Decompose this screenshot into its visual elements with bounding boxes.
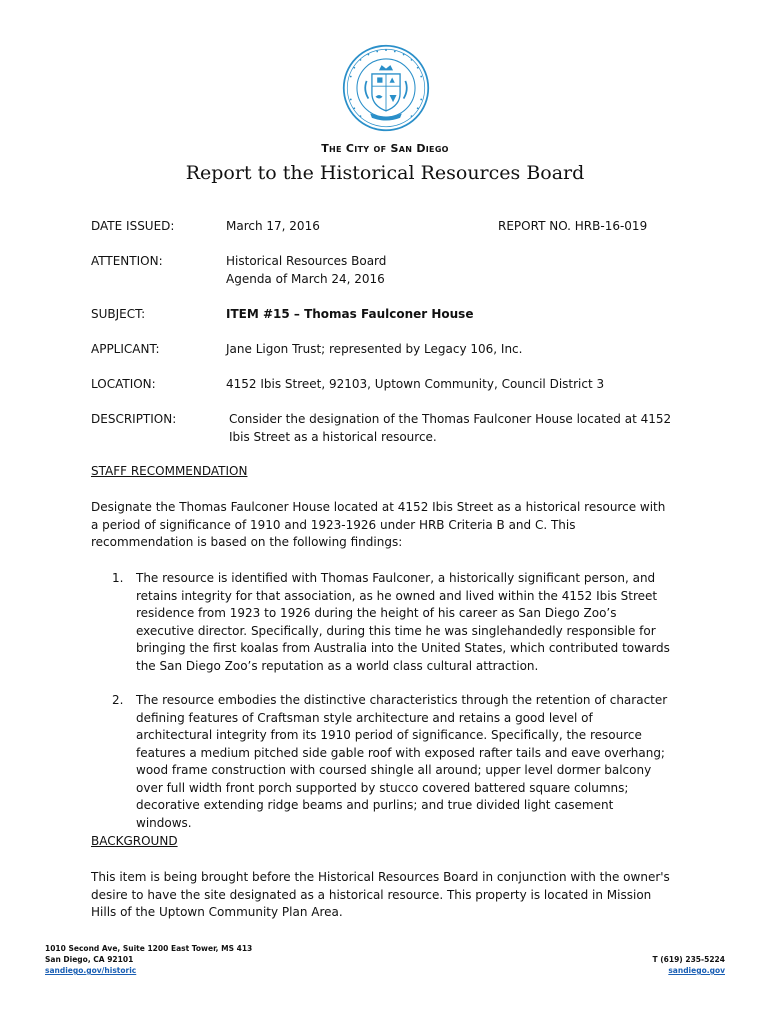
description-label: DESCRIPTION: [91,412,177,426]
finding-item [112,570,672,675]
city-seal-icon [342,44,430,132]
report-title: Report to the Historical Resources Board [185,162,585,184]
footer-historic-link[interactable]: sandiego.gov/historic [45,966,137,975]
date-issued-label: DATE ISSUED: [91,219,175,233]
applicant-label: APPLICANT: [91,342,160,356]
finding-text: The resource embodies the distinctive characteristics through the retention of character defining features of Craftsman style architecture and retains a good level of architectural integrity from its 1910 period of significance. Specifically, the resource features a medium pitched side gable roof with exposed rafter tails and eave overhang; wood frame construction with coursed shingle all around; upper level dormer balcony over full width front porch supported by stucco covered battered square columns; decorative extending ridge beams and purlins; and true divided light casement windows. [136,693,668,830]
staff-recommendation-heading: STAFF RECOMMENDATION [91,464,248,478]
recommendation-intro: Designate the Thomas Faulconer House located at 4152 Ibis Street as a historical resource with a period of significance of 1910 and 1923-1926 under HRB Criteria B and C. This recommendation is based on the following findings: [91,500,666,549]
attention-line-1: Historical Resources Board [226,254,387,268]
city-name: The City of San Diego [321,142,449,155]
location-label: LOCATION: [91,377,156,391]
attention-label: ATTENTION: [91,254,163,268]
footer-contact [653,954,726,976]
attention-line-2: Agenda of March 24, 2016 [226,272,385,286]
report-number: REPORT NO. HRB-16-019 [498,219,648,233]
date-issued-value: March 17, 2016 [226,219,320,233]
finding-number: 1. [112,571,124,585]
location-value: 4152 Ibis Street, 92103, Uptown Community, Council District 3 [226,377,605,391]
footer-website-link[interactable]: sandiego.gov [668,966,725,975]
footer-phone: T (619) 235-5224 [652,955,725,964]
background-heading: BACKGROUND [91,834,178,848]
finding-number: 2. [112,693,124,707]
finding-text: The resource is identified with Thomas Faulconer, a historically significant person, and retains integrity for that association, as he owned and lived within the 4152 Ibis Street residence from 1923 to 1926 during the height of his career as San Diego Zoo’s executive director. Specifically, during this time he was singlehandedly responsible for bringing the first koalas from Australia into the United States, which contributed towards the San Diego Zoo’s reputation as a world class cultural attraction. [136,571,670,673]
footer-address-line-2: San Diego, CA 92101 [45,955,134,964]
background-text: This item is being brought before the Historical Resources Board in conjunction with the owner's desire to have the site designated as a historical resource. This property is located in Mission Hills of the Uptown Community Plan Area. [91,870,670,919]
subject-label: SUBJECT: [91,307,146,321]
applicant-value: Jane Ligon Trust; represented by Legacy 106, Inc. [226,342,523,356]
description-line-1: Consider the designation of the Thomas Faulconer House located at 4152 [229,412,672,426]
subject-value: ITEM #15 – Thomas Faulconer House [226,307,474,321]
finding-item [112,692,672,832]
footer-address-line-1: 1010 Second Ave, Suite 1200 East Tower, MS 413 [45,944,253,953]
footer-address [45,943,252,976]
description-line-2: Ibis Street as a historical resource. [229,430,437,444]
